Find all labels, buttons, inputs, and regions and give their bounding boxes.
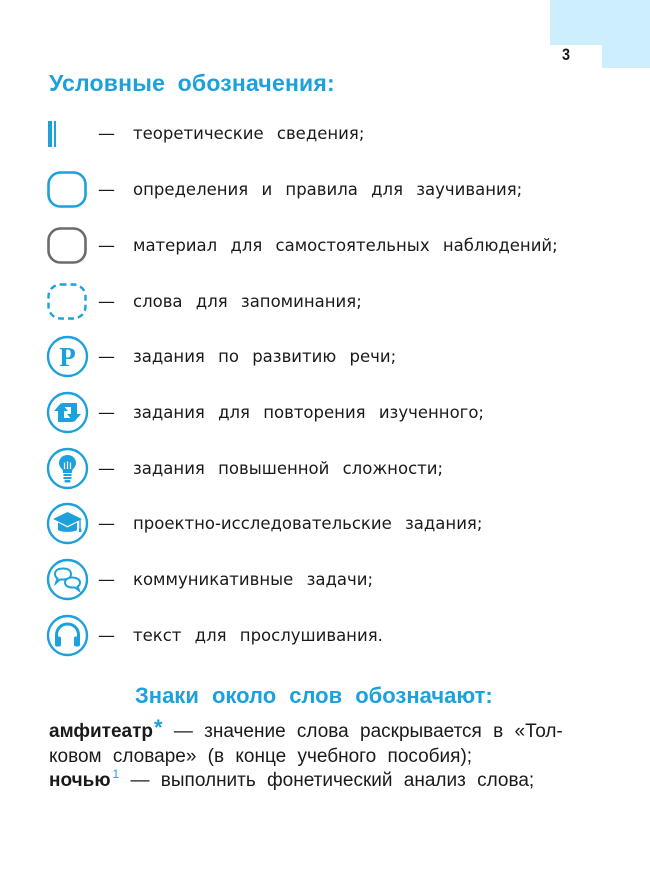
- sign-explanation: — выполнить фонетический анализ слова;: [130, 770, 535, 791]
- legend-text: коммуникативные задачи;: [133, 570, 374, 589]
- legend-item-project: [0, 502, 650, 546]
- legend-title: Условные обозначения:: [49, 70, 335, 96]
- legend-text: материал для самостоятельных наблюдений;: [133, 236, 558, 255]
- sign-entry-asterisk: [49, 715, 589, 745]
- legend-text: текст для прослушивания.: [133, 626, 383, 645]
- double-bar-icon: [46, 112, 90, 156]
- signs-notes: [49, 715, 589, 795]
- legend-dash: —: [98, 236, 115, 256]
- legend-text: слова для запоминания;: [133, 292, 362, 311]
- graduation-cap-icon: [46, 502, 90, 546]
- legend-text: задания для повторения изученного;: [133, 403, 484, 422]
- sign-entry-asterisk-cont: [49, 745, 589, 770]
- legend-item-speech: [0, 335, 650, 379]
- legend-text: задания повышенной сложности;: [133, 459, 444, 478]
- legend-item-communication: [0, 558, 650, 602]
- sign-explanation: — значение слова раскрывается в «Тол-: [173, 721, 563, 742]
- legend-dash: —: [98, 180, 115, 200]
- legend-text: определения и правила для заучивания;: [133, 180, 523, 199]
- legend-dash: —: [98, 347, 115, 367]
- legend-item-repetition: [0, 391, 650, 435]
- signs-title: Знаки около слов обозначают:: [135, 683, 493, 708]
- legend-item-observations: [0, 224, 650, 268]
- lightbulb-icon: [46, 447, 90, 491]
- example-word: амфитеатр: [49, 721, 154, 742]
- legend-item-theory: [0, 112, 650, 156]
- sign-explanation-cont: ковом словаре» (в конце учебного пособия);: [49, 745, 473, 767]
- sign-entry-superscript: [49, 769, 589, 795]
- svg-text:Р: Р: [59, 342, 76, 372]
- legend-text: проектно-исследовательские задания;: [133, 514, 483, 533]
- legend-dash: —: [98, 626, 115, 646]
- legend-text: теоретические сведения;: [133, 124, 365, 143]
- page-corner-tab: [602, 45, 650, 68]
- speech-p-icon: [46, 335, 90, 379]
- page-corner-decoration: [550, 0, 650, 45]
- legend-dash: —: [98, 124, 115, 144]
- dashed-box-icon: [46, 280, 90, 324]
- legend-item-difficulty: [0, 447, 650, 491]
- legend-dash: —: [98, 292, 115, 312]
- legend-dash: —: [98, 459, 115, 479]
- legend-item-listening: [0, 614, 650, 658]
- legend-dash: —: [98, 514, 115, 534]
- example-word: ночью: [49, 770, 111, 791]
- gray-rounded-box-icon: [46, 224, 90, 268]
- blue-rounded-box-icon: [46, 168, 90, 212]
- legend-item-memorize: [0, 280, 650, 324]
- legend-item-definitions: [0, 168, 650, 212]
- page-number: 3: [562, 45, 571, 64]
- superscript-one-mark: 1: [112, 767, 120, 781]
- repeat-arrows-icon: [46, 391, 90, 435]
- asterisk-mark-icon: *: [154, 715, 163, 740]
- chat-bubbles-icon: [46, 558, 90, 602]
- headphones-icon: [46, 614, 90, 658]
- legend-dash: —: [98, 403, 115, 423]
- legend-text: задания по развитию речи;: [133, 347, 397, 366]
- legend-dash: —: [98, 570, 115, 590]
